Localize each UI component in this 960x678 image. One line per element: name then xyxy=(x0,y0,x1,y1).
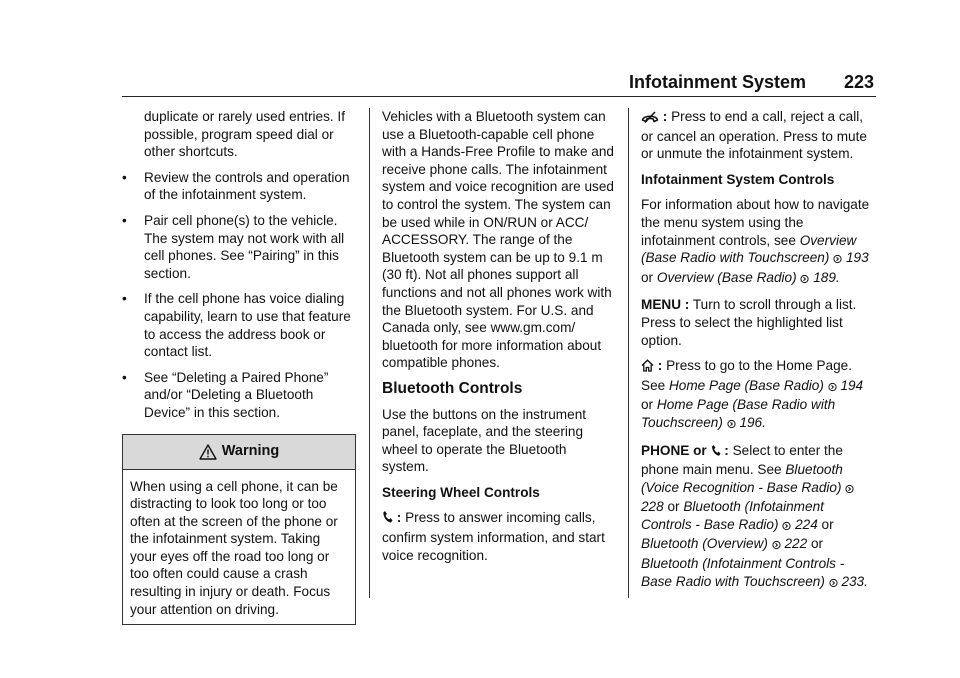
list-item xyxy=(122,290,356,360)
page-reference: 222 xyxy=(784,536,808,552)
page-reference: 233. xyxy=(841,573,868,589)
page-ref-arrow-icon xyxy=(828,379,837,397)
reference-link: Bluetooth (Infotainment Controls - Base Radio) xyxy=(641,499,824,532)
page-header xyxy=(122,66,876,97)
call-button-description xyxy=(382,509,616,564)
or-text: or xyxy=(641,269,654,285)
home-key: : xyxy=(654,358,667,374)
reference-link: Home Page (Base Radio) xyxy=(668,377,824,393)
phone-key: PHONE or xyxy=(641,442,707,458)
section-title: Infotainment System xyxy=(628,72,806,92)
page-ref-arrow-icon xyxy=(845,481,854,499)
page-ref-arrow-icon xyxy=(833,251,842,269)
column-divider xyxy=(369,108,370,598)
reference-link: Bluetooth (Overview) xyxy=(641,536,768,552)
bullet-text: Pair cell phone(s) to the vehicle. The system may not work with all cell phones. See “Pairing” in this section. xyxy=(144,212,345,281)
reference-link: Overview (Base Radio) xyxy=(656,269,797,285)
warning-title: Warning xyxy=(221,442,280,459)
end-call-key: : xyxy=(659,109,672,124)
section-heading: Bluetooth Controls xyxy=(382,379,523,397)
call-button-key: : xyxy=(393,510,406,526)
bullet-text: Review the controls and operation of the infotainment system. xyxy=(144,169,350,203)
bullet-text: If the cell phone has voice dialing capability, learn to use that feature to access the address book or contact list. xyxy=(144,291,351,360)
phone-text: Select to enter the phone main menu. See xyxy=(641,442,843,478)
page-reference: 189. xyxy=(813,269,840,285)
menu-key: MENU : xyxy=(641,297,690,313)
column-divider xyxy=(628,108,629,598)
or-text: or xyxy=(810,536,824,552)
column-left xyxy=(122,108,356,625)
list-item xyxy=(122,369,356,422)
end-call-description xyxy=(641,108,877,163)
phone-handset-icon xyxy=(711,444,721,462)
home-text: Press to go to the Home Page. See xyxy=(641,358,852,393)
page-ref-arrow-icon xyxy=(829,575,838,593)
home-icon xyxy=(641,359,654,377)
or-text: or xyxy=(821,516,834,532)
warning-box xyxy=(122,434,356,626)
menu-text: Turn to scroll through a list. Press to select the highlighted list option. xyxy=(641,297,857,348)
end-call-text: Press to end a call, reject a call, or cancel an operation. Press to mute or unmute the infotainment system. xyxy=(641,109,867,162)
phone-description xyxy=(641,442,877,593)
column-middle xyxy=(382,108,616,572)
info-paragraph xyxy=(641,196,877,288)
page-ref-arrow-icon xyxy=(772,537,781,555)
warning-body: When using a cell phone, it can be distracting to look too long or too often at the screen of the phone or the infotainment system. Taking your eyes off the road too long or too often could cause a crash resulting in injury or death. Focus your attention on driving. xyxy=(130,478,338,617)
bullet-mark: • xyxy=(122,369,127,385)
page-reference: 224 xyxy=(795,516,818,532)
subheading: Infotainment System Controls xyxy=(641,171,835,187)
list-item xyxy=(122,212,356,282)
phone-call-icon xyxy=(382,510,393,529)
page-ref-arrow-icon xyxy=(800,271,809,289)
controls-paragraph: Use the buttons on the instrument panel, faceplate, and the steering wheel to operate the Bluetooth system. xyxy=(382,406,587,475)
call-button-text: Press to answer incoming calls, confirm system information, and start voice recognition. xyxy=(382,510,605,563)
page-number: 223 xyxy=(843,72,874,92)
or-text: or xyxy=(667,499,680,515)
hang-up-icon xyxy=(641,110,659,128)
reference-link: Home Page (Base Radio with Touchscreen) xyxy=(641,397,836,430)
page-reference: 228 xyxy=(641,499,664,515)
subheading: Steering Wheel Controls xyxy=(382,484,540,500)
warning-header xyxy=(123,435,355,470)
list-item xyxy=(122,169,356,204)
warning-triangle-icon xyxy=(199,444,217,460)
reference-link: Overview (Base Radio with Touchscreen) xyxy=(641,232,857,266)
page-reference: 196. xyxy=(739,414,766,430)
reference-link: Bluetooth (Infotainment Controls - Base Radio with Touchscreen) xyxy=(641,556,845,589)
phone-key-colon: : xyxy=(720,442,733,458)
home-description xyxy=(641,357,877,433)
menu-description xyxy=(641,296,877,349)
bullet-mark: • xyxy=(122,291,127,307)
bullet-mark: • xyxy=(122,212,127,228)
bluetooth-intro-paragraph: Vehicles with a Bluetooth system can use a Bluetooth-capable cell phone with a Hands-Free Profile to make and receive phone calls. The infotainment system and voice recognition are used to control the system. The system can be used while in ON/RUN or ACC/ ACCESSORY. The range of the Bluetooth system can be up to 9.1 m (30 ft). Not all phones support all functions and not all phones work with the Bluetooth system. For U.S. and Canada only, see www.gm.com/ bluetooth for more information about compatible phones. xyxy=(382,109,614,371)
page-reference: 193 xyxy=(845,250,869,266)
or-text: or xyxy=(641,397,654,413)
page-reference: 194 xyxy=(840,377,864,393)
bullet-text: See “Deleting a Paired Phone” and/or “Deleting a Bluetooth Device” in this section. xyxy=(144,369,329,420)
page-ref-arrow-icon xyxy=(727,416,736,434)
info-text: For information about how to navigate the menu system using the infotainment controls, see xyxy=(641,197,870,248)
bullet-mark: • xyxy=(122,169,127,185)
intro-paragraph: duplicate or rarely used entries. If possible, program speed dial or other shortcuts. xyxy=(144,109,345,160)
column-right xyxy=(641,108,877,600)
page-ref-arrow-icon xyxy=(782,518,791,536)
reference-link: Bluetooth (Voice Recognition - Base Radio) xyxy=(641,462,843,495)
